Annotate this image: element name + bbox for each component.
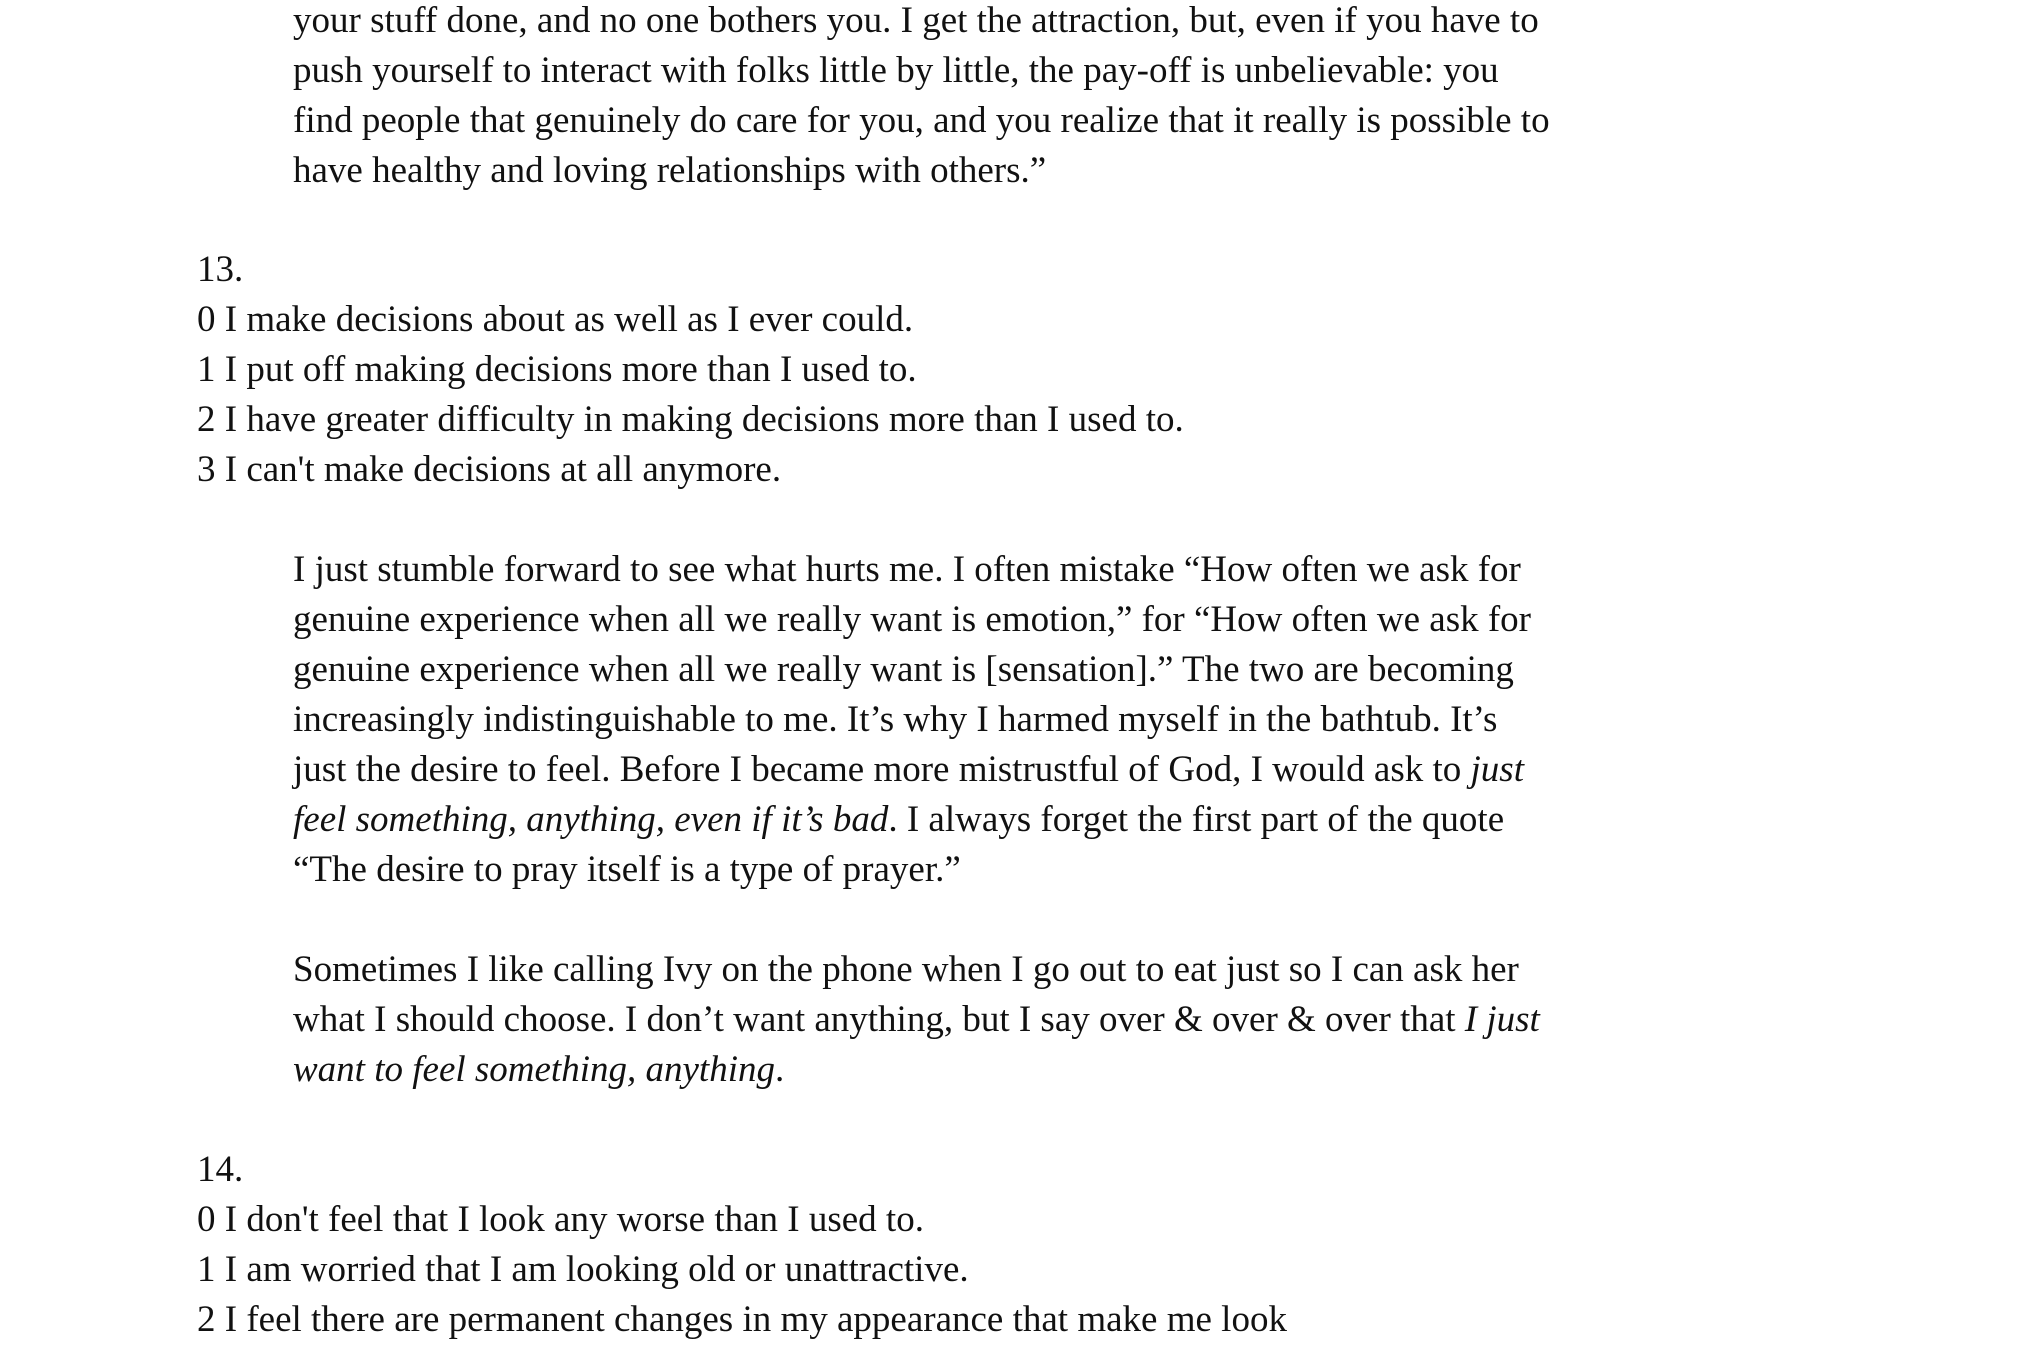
item-option: 2 I feel there are permanent changes in my appearance that make me look	[197, 1299, 1287, 1340]
paragraph-line: genuine experience when all we really want is [sensation].” The two are becoming	[293, 649, 1514, 690]
item-number: 13.	[197, 249, 244, 290]
item-number: 14.	[197, 1149, 244, 1190]
italic-text: just	[1470, 749, 1524, 790]
paragraph-line	[293, 795, 1504, 845]
paragraph-line	[293, 1045, 784, 1095]
paragraph-text: just the desire to feel. Before I became more mistrustful of God, I would ask to	[293, 749, 1471, 790]
italic-text: I just	[1464, 999, 1540, 1040]
paragraph-line: increasingly indistinguishable to me. It’s why I harmed myself in the bathtub. It’s	[293, 699, 1498, 740]
paragraph-line: Sometimes I like calling Ivy on the phone when I go out to eat just so I can ask her	[293, 949, 1519, 990]
paragraph-text: what I should choose. I don’t want anything, but I say over & over & over that	[293, 999, 1465, 1040]
paragraph-line	[293, 745, 1524, 795]
italic-text: feel something, anything, even if it’s bad	[293, 799, 889, 840]
item-option: 1 I put off making decisions more than I used to.	[197, 349, 917, 390]
item-option: 0 I don't feel that I look any worse than I used to.	[197, 1199, 924, 1240]
quote-line: find people that genuinely do care for you, and you realize that it really is possible to	[293, 100, 1550, 141]
paragraph-line: genuine experience when all we really want is emotion,” for “How often we ask for	[293, 599, 1532, 640]
paragraph-text: .	[774, 1049, 785, 1090]
quote-line: have healthy and loving relationships with others.”	[293, 150, 1047, 191]
item-option: 1 I am worried that I am looking old or unattractive.	[197, 1249, 969, 1290]
item-option: 3 I can't make decisions at all anymore.	[197, 449, 782, 490]
item-option: 0 I make decisions about as well as I ever could.	[197, 299, 914, 340]
paragraph-line: I just stumble forward to see what hurts me. I often mistake “How often we ask for	[293, 549, 1521, 590]
quote-line: your stuff done, and no one bothers you. I get the attraction, but, even if you have to	[293, 0, 1539, 41]
paragraph-text: . I always forget the first part of the quote	[888, 799, 1505, 840]
quote-line: push yourself to interact with folks little by little, the pay-off is unbelievable: you	[293, 50, 1499, 91]
paragraph-line: “The desire to pray itself is a type of prayer.”	[293, 849, 961, 890]
paragraph-line	[293, 995, 1540, 1045]
item-option: 2 I have greater difficulty in making decisions more than I used to.	[197, 399, 1184, 440]
italic-text: want to feel something, anything	[293, 1049, 775, 1090]
